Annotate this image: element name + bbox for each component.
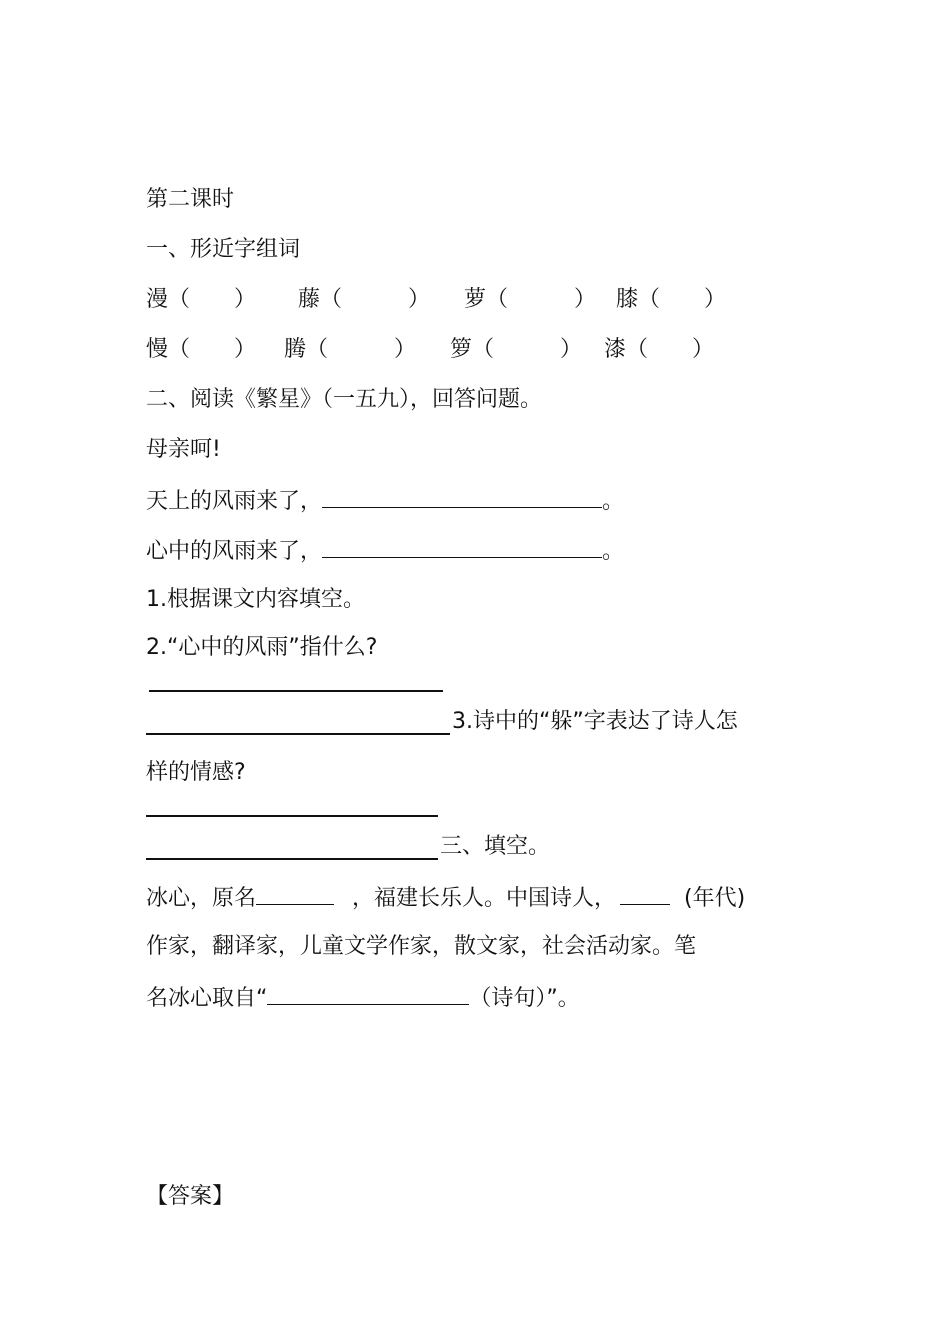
era-blank[interactable] xyxy=(620,882,670,905)
word-slot: 漫（ ） xyxy=(146,287,257,312)
word-slot: 漆（ ） xyxy=(604,337,715,362)
section2-heading: 二、阅读《繁星》（一五九），回答问题。 xyxy=(146,387,543,412)
answer-line[interactable] xyxy=(146,858,438,860)
poem-line-2-suffix: 。 xyxy=(602,489,625,514)
word-slot: 腾（ ） xyxy=(284,337,417,362)
poem-line-3-prefix: 心中的风雨来了， xyxy=(146,539,323,564)
answer-line[interactable] xyxy=(149,690,443,692)
question-2: 2.“心中的风雨”指什么? xyxy=(146,635,378,660)
section3-heading: 三、填空。 xyxy=(440,834,551,859)
poem-line-2-prefix: 天上的风雨来了， xyxy=(146,489,323,514)
word-slot: 箩（ ） xyxy=(450,337,583,362)
poem-line-2 xyxy=(146,485,624,517)
fill-line-3-b: （诗句）”。 xyxy=(469,986,580,1011)
question-1: 1.根据课文内容填空。 xyxy=(146,587,365,612)
word-slot: 膝（ ） xyxy=(616,287,727,312)
poem-line-1: 母亲呵! xyxy=(146,437,221,462)
answer-line[interactable] xyxy=(146,733,450,735)
answer-heading: 【答案】 xyxy=(146,1184,235,1209)
fill-line-1-a: 冰心，原名 xyxy=(146,886,257,911)
word-slot: 慢（ ） xyxy=(146,337,257,362)
verse-blank[interactable] xyxy=(267,982,469,1005)
fill-line-3-a: 名冰心取自“ xyxy=(146,986,268,1011)
fill-line-3 xyxy=(146,982,580,1014)
poem-line-3 xyxy=(146,535,624,567)
answer-blank[interactable] xyxy=(322,535,602,558)
section1-heading: 一、形近字组词 xyxy=(146,237,301,262)
word-slot: 萝（ ） xyxy=(464,287,597,312)
lesson-title: 第二课时 xyxy=(146,187,235,212)
fill-line-1 xyxy=(146,882,745,914)
name-blank[interactable] xyxy=(256,882,334,905)
answer-blank[interactable] xyxy=(322,485,602,508)
word-slot: 藤（ ） xyxy=(298,287,431,312)
poem-line-3-suffix: 。 xyxy=(602,539,625,564)
answer-line[interactable] xyxy=(146,815,438,817)
question-3-continued: 样的情感? xyxy=(146,760,246,785)
fill-line-1-c: (年代) xyxy=(684,886,746,911)
fill-line-2: 作家，翻译家，儿童文学作家，散文家，社会活动家。笔 xyxy=(146,934,697,959)
question-3: 3.诗中的“躲”字表达了诗人怎 xyxy=(452,709,738,734)
fill-line-1-b: ，福建长乐人。中国诗人， xyxy=(352,886,617,911)
